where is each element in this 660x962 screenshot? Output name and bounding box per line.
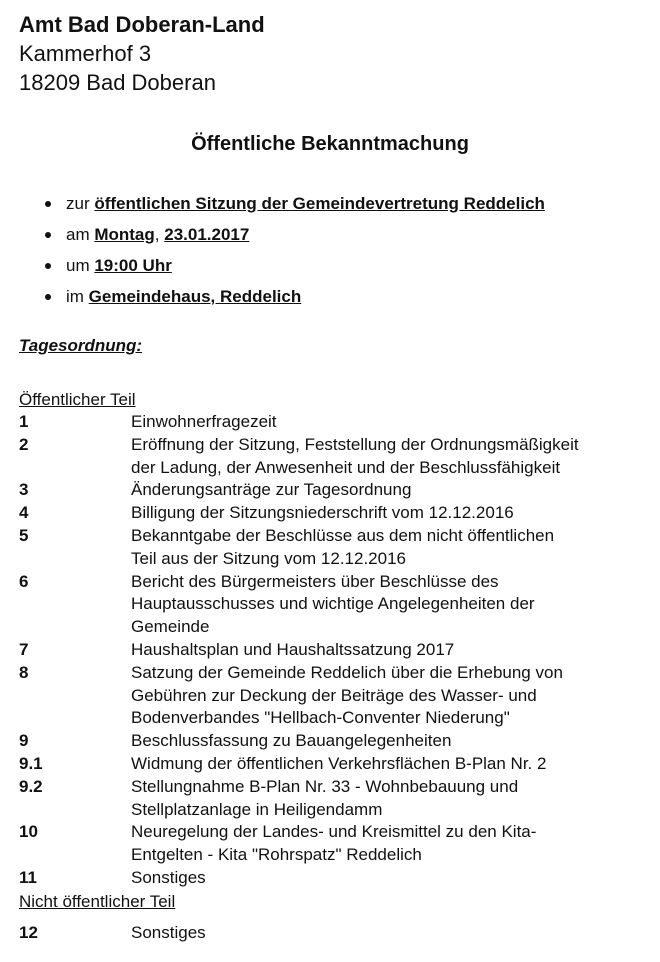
agenda-item-number: 8 (19, 662, 29, 682)
meeting-detail-item (42, 188, 545, 219)
agenda-item-number: 4 (19, 503, 29, 523)
agenda-item (19, 821, 649, 867)
agenda-item-text: Neuregelung der Landes- und Kreismittel zu den Kita- Entgelten - Kita "Rohrspatz" Reddelich (131, 822, 537, 865)
document-title: Öffentliche Bekanntmachung (191, 133, 469, 155)
agenda-item-text: Sonstiges (131, 867, 206, 887)
agenda-item-number: 9.2 (19, 776, 43, 796)
agenda-item (19, 502, 649, 525)
meeting-detail-prefix: um (66, 256, 95, 275)
meeting-detail-prefix: im (66, 287, 89, 306)
address-block (19, 10, 265, 97)
agenda-item-number: 11 (19, 867, 37, 887)
meeting-detail-value: öffentlichen Sitzung der Gemeindevertretung Reddelich (94, 194, 545, 213)
meeting-detail-prefix: zur (66, 194, 95, 213)
agenda-item-text: Widmung der öffentlichen Verkehrsflächen B-Plan Nr. 2 (131, 753, 547, 773)
meeting-detail-separator: , (154, 225, 165, 244)
street-address: Kammerhof 3 (19, 41, 152, 66)
agenda-item-number: 12 (19, 923, 38, 942)
agenda-item-number: 9 (19, 731, 29, 751)
agenda-item (19, 730, 649, 753)
meeting-details-list (42, 188, 545, 312)
agenda-item-text: Stellungnahme B-Plan Nr. 33 - Wohnbebauung und Stellplatzanlage in Heiligendamm (131, 776, 519, 819)
meeting-detail-value: 19:00 Uhr (94, 256, 172, 275)
agenda-item-number: 9.1 (19, 753, 43, 773)
agenda-item (19, 922, 649, 945)
public-section-heading: Öffentlicher Teil (19, 390, 136, 409)
agenda-item (19, 867, 649, 890)
agenda-item-number: 1 (19, 412, 29, 431)
agenda-item-text: Bericht des Bürgermeisters über Beschlüsse des Hauptausschusses und wichtige Angelegenheiten der Gemeinde (131, 571, 535, 637)
agenda-item (19, 479, 649, 502)
city-address: 18209 Bad Doberan (19, 70, 216, 95)
agenda-item-number: 6 (19, 571, 29, 591)
meeting-detail-value: 23.01.2017 (164, 225, 250, 244)
agenda-item (19, 776, 649, 822)
agenda-item (19, 662, 649, 730)
meeting-detail-item (42, 250, 545, 281)
agenda-item-number: 10 (19, 822, 38, 842)
meeting-detail-value: Montag (94, 225, 155, 244)
nonpublic-section-heading: Nicht öffentlicher Teil (19, 892, 176, 911)
meeting-detail-item (42, 281, 545, 312)
agenda-item-number: 3 (19, 480, 29, 500)
agenda-item-text: Einwohnerfragezeit (131, 412, 277, 431)
nonpublic-agenda-list (19, 922, 649, 945)
meeting-detail-prefix: am (66, 225, 95, 244)
public-agenda-list (19, 411, 649, 890)
agenda-item-text: Bekanntgabe der Beschlüsse aus dem nicht öffentlichen Teil aus der Sitzung vom 12.12.2016 (131, 525, 555, 568)
agenda-item-number: 5 (19, 525, 29, 545)
agenda-item-text: Billigung der Sitzungsniederschrift vom 12.12.2016 (131, 503, 514, 523)
agenda-item (19, 434, 649, 480)
agenda-item (19, 411, 649, 434)
agenda-item-text: Beschlussfassung zu Bauangelegenheiten (131, 731, 452, 751)
agenda-item (19, 525, 649, 571)
agenda-item-number: 7 (19, 639, 29, 659)
agenda-item-text: Sonstiges (131, 923, 206, 942)
agenda-heading: Tagesordnung: (19, 336, 143, 355)
agenda-item-text: Eröffnung der Sitzung, Feststellung der Ordnungsmäßigkeit der Ladung, der Anwesenheit und der Beschlussfähigkeit (131, 434, 579, 477)
organization-name: Amt Bad Doberan-Land (19, 12, 265, 37)
agenda-item-number: 2 (19, 434, 29, 454)
agenda-item-text: Änderungsanträge zur Tagesordnung (131, 480, 412, 500)
meeting-detail-item (42, 219, 545, 250)
agenda-item (19, 571, 649, 639)
agenda-item (19, 753, 649, 776)
meeting-detail-value: Gemeindehaus, Reddelich (88, 287, 302, 306)
agenda-item (19, 639, 649, 662)
agenda-item-text: Haushaltsplan und Haushaltssatzung 2017 (131, 639, 455, 659)
agenda-item-text: Satzung der Gemeinde Reddelich über die Erhebung von Gebühren zur Deckung der Beiträge des Wasser- und Bodenverbandes "Hellbach-Conventer Niederung" (131, 662, 563, 728)
